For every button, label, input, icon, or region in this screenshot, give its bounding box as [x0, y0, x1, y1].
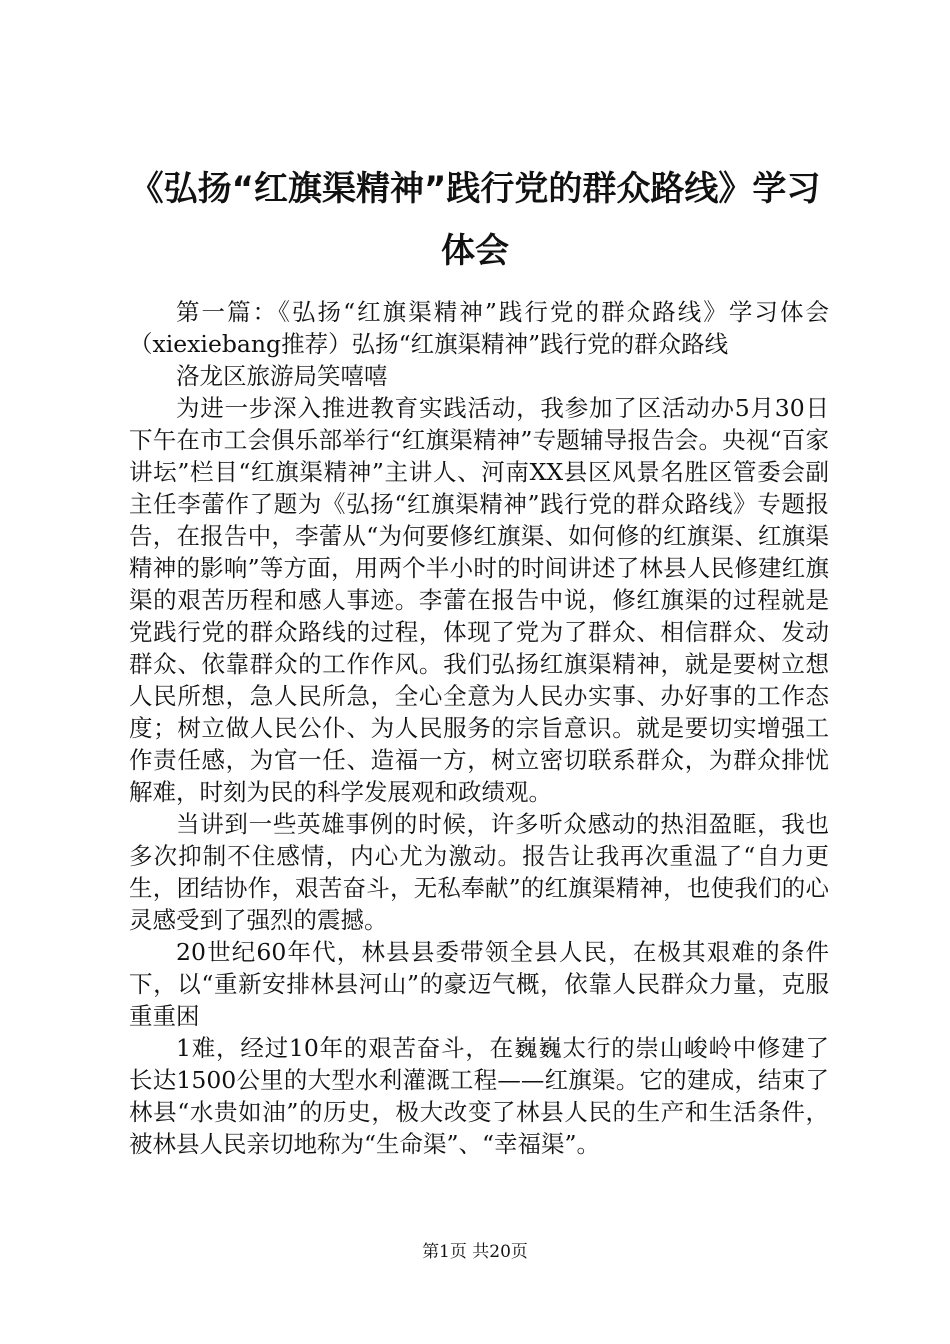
page-footer: 第1页 共20页 [422, 1242, 528, 1262]
document-body [129, 296, 829, 1160]
paragraph-intro: 第一篇：《弘扬“红旗渠精神”践行党的群众路线》学习体会（xiexiebang推荐）弘扬“红旗渠精神”践行党的群众路线 [129, 298, 829, 358]
paragraph-emotion: 当讲到一些英雄事例的时候，许多听众感动的热泪盈眶，我也多次抑制不住感情，内心尤为激动。报告让我再次重温了“自力更生，团结协作，艰苦奋斗，无私奉献”的红旗渠精神，也使我们的心灵感受到了强烈的震撼。 [129, 810, 829, 934]
paragraph-construction: 1难，经过10年的艰苦奋斗，在巍巍太行的崇山峻岭中修建了长达1500公里的大型水利灌溉工程——红旗渠。它的建成，结束了林县“水贵如油”的历史，极大改变了林县人民的生产和生活条件，被林县人民亲切地称为“生命渠”、“幸福渠”。 [129, 1034, 829, 1158]
paragraph-history: 20世纪60年代，林县县委带领全县人民，在极其艰难的条件下，以“重新安排林县河山”的豪迈气概，依靠人民群众力量，克服重重困 [129, 938, 829, 1030]
paragraph-author: 洛龙区旅游局笑嘻嘻 [176, 362, 388, 390]
paragraph-report: 为进一步深入推进教育实践活动，我参加了区活动办5月30日下午在市工会俱乐部举行“红旗渠精神”专题辅导报告会。央视“百家讲坛”栏目“红旗渠精神”主讲人、河南XX县区风景名胜区管委会副主任李蕾作了题为《弘扬“红旗渠精神”践行党的群众路线》专题报告，在报告中，李蕾从“为何要修红旗渠、如何修的红旗渠、红旗渠精神的影响”等方面，用两个半小时的时间讲述了林县人民修建红旗渠的艰苦历程和感人事迹。李蕾在报告中说，修红旗渠的过程就是党践行党的群众路线的过程，体现了党为了群众、相信群众、发动群众、依靠群众的工作作风。我们弘扬红旗渠精神，就是要树立想人民所想，急人民所急，全心全意为人民办实事、办好事的工作态度；树立做人民公仆、为人民服务的宗旨意识。就是要切实增强工作责任感，为官一任、造福一方，树立密切联系群众，为群众排忧解难，时刻为民的科学发展观和政绩观。 [129, 394, 829, 806]
document-title: 《弘扬“红旗渠精神”践行党的群众路线》学习体会 [129, 169, 821, 271]
